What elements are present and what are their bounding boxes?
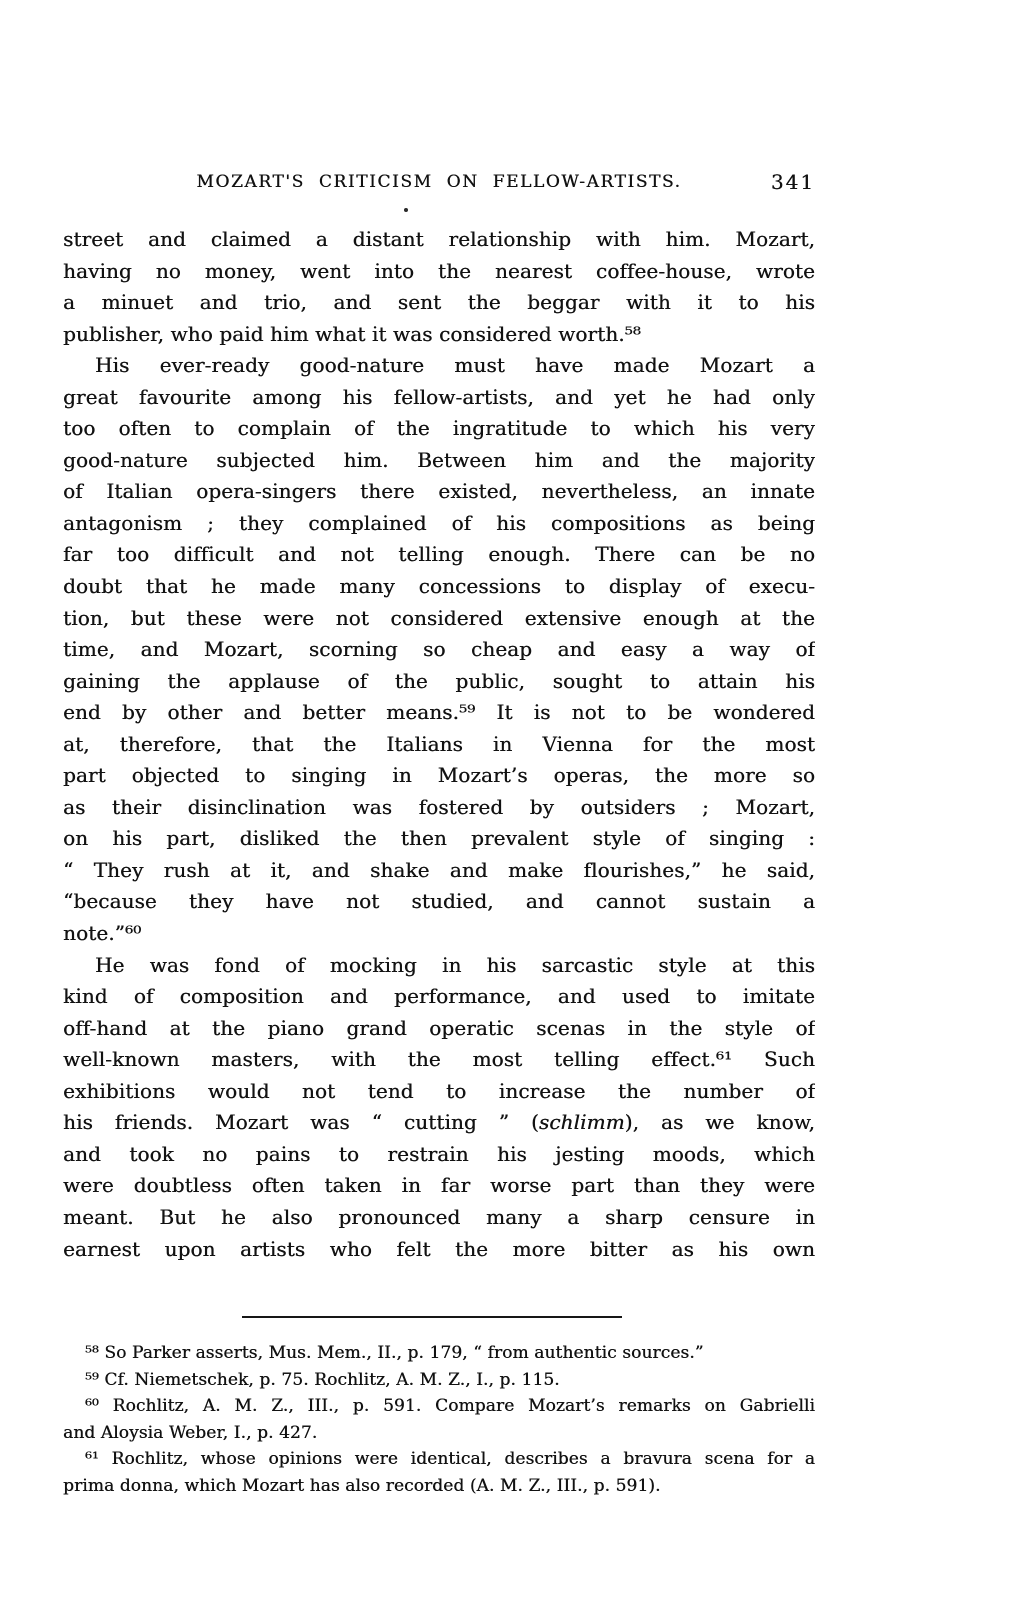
footnote-line: ⁶¹ Rochlitz, whose opinions were identical, describes a bravura scena for a xyxy=(85,1449,815,1469)
body-text xyxy=(63,224,815,1265)
text-line: meant. But he also pronounced many a sharp censure in xyxy=(63,1204,815,1229)
text-segment: his friends. Mozart was “ cutting ” ( xyxy=(63,1110,539,1135)
text-line xyxy=(63,1107,815,1139)
italic-term: schlimm xyxy=(538,1110,625,1135)
footnotes xyxy=(63,1340,815,1499)
text-line: at, therefore, that the Italians in Vienna for the most xyxy=(63,731,815,756)
text-line: having no money, went into the nearest coffee-house, wrote xyxy=(63,258,815,283)
footnote-line: and Aloysia Weber, I., p. 427. xyxy=(63,1422,318,1443)
footnote-line: prima donna, which Mozart has also recorded (A. M. Z., III., p. 591). xyxy=(63,1475,661,1496)
text-line: on his part, disliked the then prevalent style of singing : xyxy=(63,826,815,851)
text-line: “ They rush at it, and shake and make flourishes,” he said, xyxy=(63,857,815,882)
paragraph xyxy=(63,224,815,350)
text-line: good-nature subjected him. Between him and the majority xyxy=(63,447,815,472)
footnote-line: ⁵⁸ So Parker asserts, Mus. Mem., II., p. 179, “ from authentic sources.” xyxy=(85,1343,704,1363)
page-number: 341 xyxy=(770,170,815,194)
text-line: He was fond of mocking in his sarcastic style at this xyxy=(95,952,815,977)
text-line: far too difficult and not telling enough. There can be no xyxy=(63,542,815,567)
text-line: “because they have not studied, and cannot sustain a xyxy=(63,889,815,914)
paragraph xyxy=(63,950,815,1265)
text-line: great favourite among his fellow-artists, and yet he had only xyxy=(63,384,815,409)
text-line: too often to complain of the ingratitude to which his very xyxy=(63,416,815,441)
text-line: note.”⁶⁰ xyxy=(63,921,142,946)
text-line: antagonism ; they complained of his compositions as being xyxy=(63,510,815,535)
text-line: were doubtless often taken in far worse part than they were xyxy=(63,1173,815,1198)
text-line: exhibitions would not tend to increase the number of xyxy=(63,1078,815,1103)
paragraph xyxy=(63,350,815,949)
text-line: and took no pains to restrain his jesting moods, which xyxy=(63,1141,815,1166)
running-head xyxy=(63,167,815,197)
text-line: part objected to singing in Mozart’s operas, the more so xyxy=(63,763,815,788)
text-line: off-hand at the piano grand operatic scenas in the style of xyxy=(63,1015,815,1040)
text-line: as their disinclination was fostered by outsiders ; Mozart, xyxy=(63,794,815,819)
text-line: time, and Mozart, scorning so cheap and easy a way of xyxy=(63,637,815,662)
text-line: street and claimed a distant relationship with him. Mozart, xyxy=(63,227,815,251)
page-title: MOZART'S CRITICISM ON FELLOW-ARTISTS. xyxy=(196,172,682,192)
footnote-line: ⁶⁰ Rochlitz, A. M. Z., III., p. 591. Compare Mozart’s remarks on Gabrielli xyxy=(85,1396,815,1416)
text-line: tion, but these were not considered extensive enough at the xyxy=(63,605,815,630)
text-line: a minuet and trio, and sent the beggar with it to his xyxy=(63,290,815,315)
footnote-divider-rule xyxy=(242,1316,622,1318)
text-line: end by other and better means.⁵⁹ It is not to be wondered xyxy=(63,700,815,725)
text-segment: ), as we know, xyxy=(624,1110,815,1135)
text-line: well-known masters, with the most telling effect.⁶¹ Such xyxy=(63,1047,815,1072)
text-line: earnest upon artists who felt the more bitter as his own xyxy=(63,1236,815,1261)
footnote-line: ⁵⁹ Cf. Niemetschek, p. 75. Rochlitz, A. M. Z., I., p. 115. xyxy=(85,1369,560,1390)
text-line: doubt that he made many concessions to display of execu- xyxy=(63,574,815,599)
print-dot-artifact xyxy=(404,208,408,212)
text-line: gaining the applause of the public, sought to attain his xyxy=(63,668,815,693)
text-line: kind of composition and performance, and used to imitate xyxy=(63,984,815,1009)
text-line: His ever-ready good-nature must have made Mozart a xyxy=(95,353,815,378)
text-line: publisher, who paid him what it was considered worth.⁵⁸ xyxy=(63,321,641,346)
text-line: of Italian opera-singers there existed, nevertheless, an innate xyxy=(63,479,815,504)
